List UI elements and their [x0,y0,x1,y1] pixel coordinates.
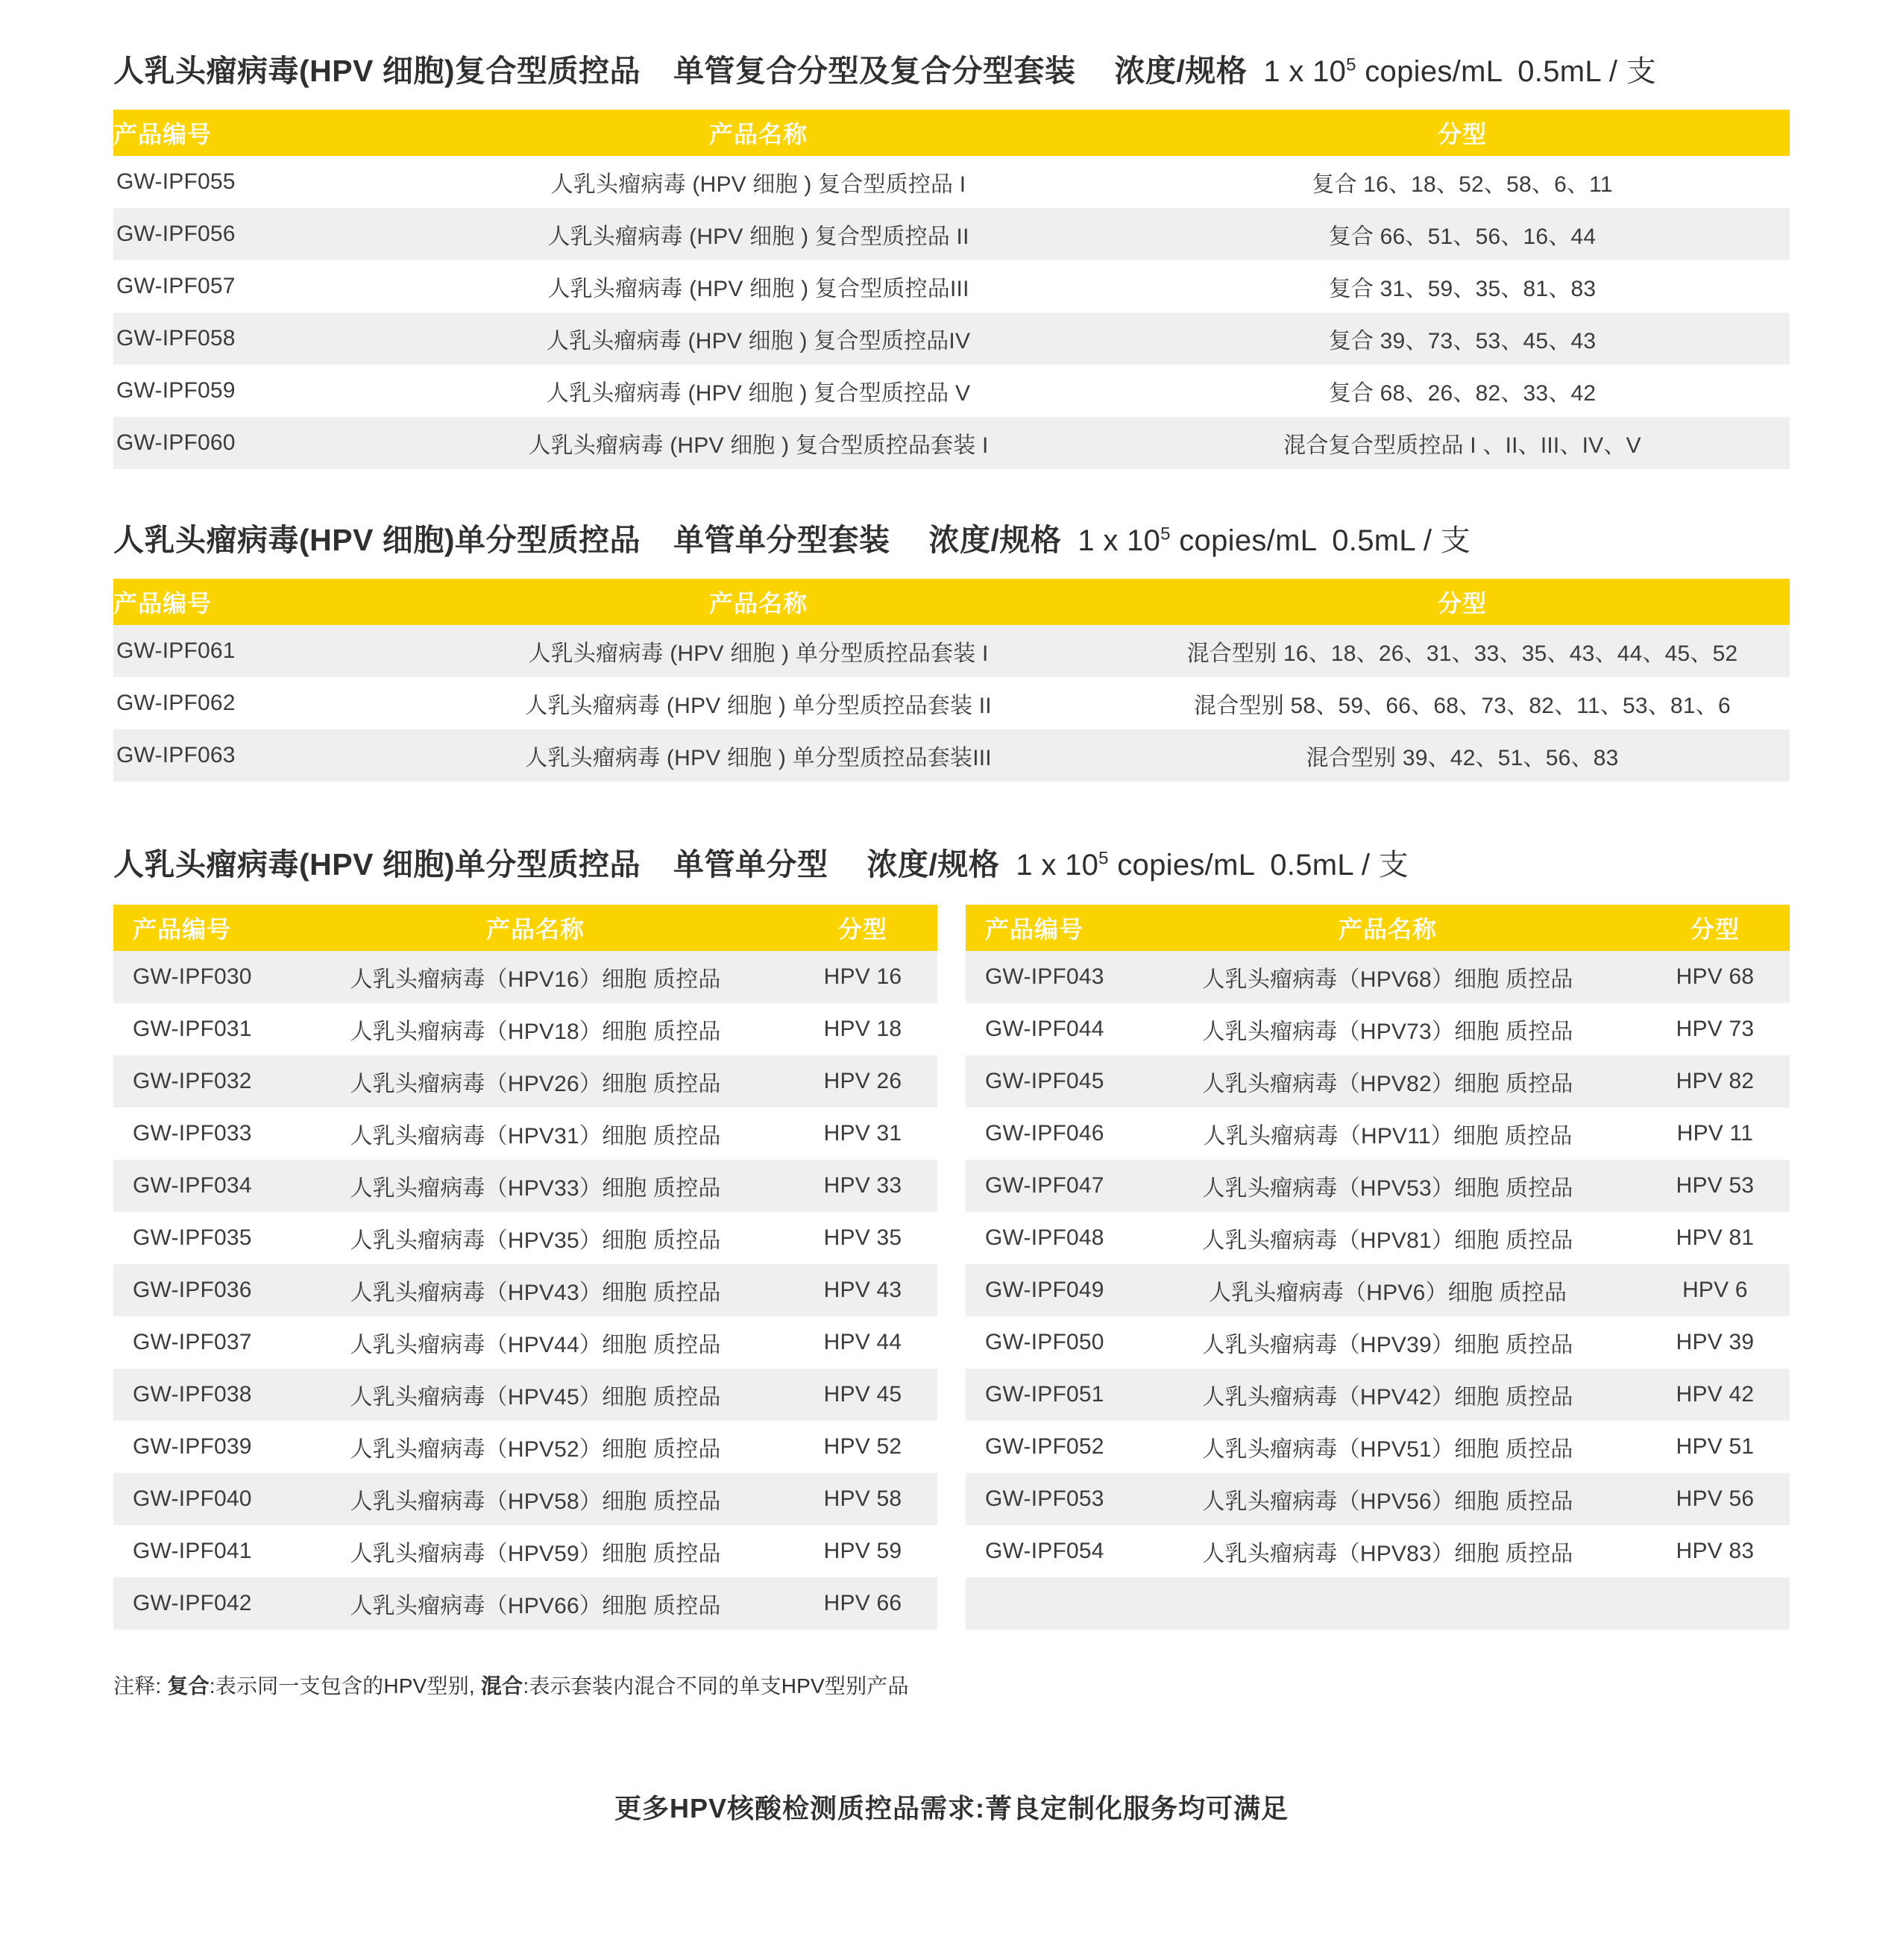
table-row [966,1525,1790,1577]
table-row [966,1003,1790,1055]
cell-code: GW-IPF034 [113,1160,283,1212]
table-row [966,1212,1790,1264]
cell-name: 人乳头瘤病毒（HPV35）细胞 质控品 [283,1212,788,1264]
section-heading [113,840,1790,884]
cell-name: 人乳头瘤病毒 (HPV 细胞 ) 单分型质控品套装 II [382,677,1135,729]
cell-type: HPV 11 [1641,1108,1790,1160]
section-subtitle: 单管复合分型及复合分型套装 [673,54,1076,88]
table-row [113,729,1790,782]
table-row [966,1316,1790,1369]
table-row [113,1108,937,1160]
cell-code: GW-IPF037 [113,1316,283,1369]
cell-code: GW-IPF039 [113,1421,283,1473]
cell-name: 人乳头瘤病毒（HPV31）细胞 质控品 [283,1108,788,1160]
cell-name: 人乳头瘤病毒 (HPV 细胞 ) 复合型质控品 II [382,208,1135,260]
cell-name: 人乳头瘤病毒 (HPV 细胞 ) 单分型质控品套装III [382,729,1135,782]
table-row [966,1369,1790,1421]
cell-code [966,1577,1135,1630]
cell-name: 人乳头瘤病毒（HPV52）细胞 质控品 [283,1421,788,1473]
table-row [113,1316,937,1369]
spec-label: 浓度/规格 [1114,54,1248,88]
cell-name: 人乳头瘤病毒（HPV83）细胞 质控品 [1135,1525,1641,1577]
cell-type: HPV 45 [788,1369,937,1421]
cell-name: 人乳头瘤病毒（HPV53）细胞 质控品 [1135,1160,1641,1212]
cell-name: 人乳头瘤病毒（HPV26）细胞 质控品 [283,1055,788,1108]
cell-code: GW-IPF052 [966,1421,1135,1473]
table-row [113,1525,937,1577]
cell-name [1135,1577,1641,1630]
cell-code: GW-IPF050 [966,1316,1135,1369]
cell-code: GW-IPF060 [113,417,382,469]
spec-label: 浓度/规格 [928,523,1062,557]
cell-type: 复合 16、18、52、58、6、11 [1135,156,1790,208]
table-row [113,260,1790,312]
cell-code: GW-IPF041 [113,1525,283,1577]
cell-type: 混合复合型质控品 I 、II、III、IV、V [1135,417,1790,469]
cell-code: GW-IPF036 [113,1264,283,1316]
cell-type: HPV 44 [788,1316,937,1369]
cell-type: HPV 53 [1641,1160,1790,1212]
cell-code: GW-IPF063 [113,729,382,782]
table-row [966,1160,1790,1212]
split-tables-container [113,905,1790,1630]
section-heading [113,46,1790,90]
cell-code: GW-IPF031 [113,1003,283,1055]
cell-type: HPV 33 [788,1160,937,1212]
table-row [113,677,1790,729]
cell-type: 混合型别 16、18、26、31、33、35、43、44、45、52 [1135,625,1790,677]
column-header-type: 分型 [1135,110,1790,156]
section-subtitle: 单管单分型 [673,847,828,882]
cell-name: 人乳头瘤病毒 (HPV 细胞 ) 单分型质控品套装 I [382,625,1135,677]
cell-code: GW-IPF044 [966,1003,1135,1055]
table-row [113,208,1790,260]
cell-name: 人乳头瘤病毒 (HPV 细胞 ) 复合型质控品IV [382,312,1135,365]
cell-type: HPV 39 [1641,1316,1790,1369]
column-header-type: 分型 [1641,905,1790,951]
cell-type: HPV 66 [788,1577,937,1630]
table-header-row [966,905,1790,951]
cell-name: 人乳头瘤病毒（HPV39）细胞 质控品 [1135,1316,1641,1369]
right-table-wrapper [966,905,1790,1630]
cell-name: 人乳头瘤病毒（HPV18）细胞 质控品 [283,1003,788,1055]
cell-code: GW-IPF051 [966,1369,1135,1421]
section-subtitle: 单管单分型套装 [673,523,890,557]
cell-type: 复合 31、59、35、81、83 [1135,260,1790,312]
table-row [966,1264,1790,1316]
cell-type: HPV 6 [1641,1264,1790,1316]
cell-type: HPV 31 [788,1108,937,1160]
cell-code: GW-IPF058 [113,312,382,365]
cell-name: 人乳头瘤病毒（HPV11）细胞 质控品 [1135,1108,1641,1160]
cell-code: GW-IPF043 [966,951,1135,1003]
section-title: 人乳头瘤病毒(HPV 细胞)单分型质控品 [113,847,641,882]
section-title: 人乳头瘤病毒(HPV 细胞)复合型质控品 [113,54,641,88]
cell-name: 人乳头瘤病毒 (HPV 细胞 ) 复合型质控品套装 I [382,417,1135,469]
cell-name: 人乳头瘤病毒（HPV73）细胞 质控品 [1135,1003,1641,1055]
column-header-code: 产品编号 [966,905,1135,951]
table-row [113,1473,937,1525]
table-row [966,1055,1790,1108]
cell-type: HPV 58 [788,1473,937,1525]
table-row [113,1003,937,1055]
cell-code: GW-IPF035 [113,1212,283,1264]
cell-name: 人乳头瘤病毒 (HPV 细胞 ) 复合型质控品 V [382,365,1135,417]
section-composite-controls [113,0,1790,469]
cell-code: GW-IPF046 [966,1108,1135,1160]
cell-code: GW-IPF040 [113,1473,283,1525]
cell-type: HPV 59 [788,1525,937,1577]
cell-code: GW-IPF055 [113,156,382,208]
cell-name: 人乳头瘤病毒（HPV58）细胞 质控品 [283,1473,788,1525]
cell-type: 复合 68、26、82、33、42 [1135,365,1790,417]
column-header-type: 分型 [1135,579,1790,625]
cell-name: 人乳头瘤病毒（HPV82）细胞 质控品 [1135,1055,1641,1108]
cell-type: HPV 81 [1641,1212,1790,1264]
tagline: 更多HPV核酸检测质控品需求:菁良定制化服务均可满足 [614,1793,1289,1824]
column-header-code: 产品编号 [113,579,382,625]
cell-type: HPV 26 [788,1055,937,1108]
cell-name: 人乳头瘤病毒（HPV16）细胞 质控品 [283,951,788,1003]
cell-name: 人乳头瘤病毒（HPV68）细胞 质控品 [1135,951,1641,1003]
column-header-name: 产品名称 [283,905,788,951]
cell-type: 混合型别 58、59、66、68、73、82、11、53、81、6 [1135,677,1790,729]
cell-code: GW-IPF047 [966,1160,1135,1212]
table-row [113,1369,937,1421]
table-row [113,1264,937,1316]
table-row [113,1421,937,1473]
cell-code: GW-IPF042 [113,1577,283,1630]
composite-controls-table [113,110,1790,469]
footnote [113,1670,1790,1700]
cell-code: GW-IPF049 [966,1264,1135,1316]
footnote-desc-composite: :表示同一支包含的HPV型别, [209,1674,475,1697]
table-row [113,417,1790,469]
table-row [113,1577,937,1630]
cell-name: 人乳头瘤病毒（HPV43）细胞 质控品 [283,1264,788,1316]
spec-value: 1 x $10^5$ copies/mL 0.5mL / 支 [1078,524,1470,557]
column-header-name: 产品名称 [382,579,1135,625]
cell-name: 人乳头瘤病毒（HPV33）细胞 质控品 [283,1160,788,1212]
table-row [966,1108,1790,1160]
cell-code: GW-IPF062 [113,677,382,729]
table-row [113,312,1790,365]
cell-name: 人乳头瘤病毒（HPV6）细胞 质控品 [1135,1264,1641,1316]
section-heading [113,515,1790,559]
column-header-code: 产品编号 [113,110,382,156]
cell-name: 人乳头瘤病毒（HPV44）细胞 质控品 [283,1316,788,1369]
column-header-name: 产品名称 [382,110,1135,156]
cell-type: HPV 73 [1641,1003,1790,1055]
cell-name: 人乳头瘤病毒（HPV81）细胞 质控品 [1135,1212,1641,1264]
cell-type: HPV 56 [1641,1473,1790,1525]
cell-type: HPV 83 [1641,1525,1790,1577]
footnote-term-composite: 复合 [167,1674,210,1697]
table-header-row [113,905,937,951]
left-table-wrapper [113,905,937,1630]
column-header-code: 产品编号 [113,905,283,951]
cell-name: 人乳头瘤病毒（HPV56）细胞 质控品 [1135,1473,1641,1525]
table-row [113,1160,937,1212]
cell-code: GW-IPF032 [113,1055,283,1108]
single-type-table-right [966,905,1790,1630]
section-single-type-kits [113,469,1790,782]
footnote-desc-mixed: :表示套装内混合不同的单支HPV型别产品 [523,1674,909,1697]
cell-type: HPV 42 [1641,1369,1790,1421]
cell-type [1641,1577,1790,1630]
table-row [966,1421,1790,1473]
cell-type: HPV 51 [1641,1421,1790,1473]
cell-name: 人乳头瘤病毒（HPV42）细胞 质控品 [1135,1369,1641,1421]
cell-name: 人乳头瘤病毒（HPV66）细胞 质控品 [283,1577,788,1630]
cell-code: GW-IPF045 [966,1055,1135,1108]
cell-code: GW-IPF054 [966,1525,1135,1577]
table-row [113,1055,937,1108]
cell-type: HPV 68 [1641,951,1790,1003]
table-row [113,365,1790,417]
table-row [966,1473,1790,1525]
table-header-row [113,110,1790,156]
cell-code: GW-IPF057 [113,260,382,312]
table-row [113,156,1790,208]
cell-code: GW-IPF033 [113,1108,283,1160]
table-row [966,951,1790,1003]
cell-type: 复合 66、51、56、16、44 [1135,208,1790,260]
column-header-name: 产品名称 [1135,905,1641,951]
table-row-empty [966,1577,1790,1630]
cell-code: GW-IPF061 [113,625,382,677]
section-title: 人乳头瘤病毒(HPV 细胞)单分型质控品 [113,523,641,557]
cell-code: GW-IPF030 [113,951,283,1003]
spec-value: 1 x $10^5$ copies/mL 0.5mL / 支 [1263,54,1656,88]
single-type-table-left [113,905,937,1630]
cell-name: 人乳头瘤病毒（HPV51）细胞 质控品 [1135,1421,1641,1473]
cell-name: 人乳头瘤病毒（HPV59）细胞 质控品 [283,1525,788,1577]
table-row [113,1212,937,1264]
cell-type: 混合型别 39、42、51、56、83 [1135,729,1790,782]
single-type-kits-table [113,579,1790,782]
cell-type: HPV 18 [788,1003,937,1055]
table-header-row [113,579,1790,625]
cell-type: HPV 16 [788,951,937,1003]
cell-type: HPV 35 [788,1212,937,1264]
cell-name: 人乳头瘤病毒（HPV45）细胞 质控品 [283,1369,788,1421]
footnote-prefix: 注释: [113,1674,162,1697]
table-row [113,951,937,1003]
cell-code: GW-IPF038 [113,1369,283,1421]
cell-name: 人乳头瘤病毒 (HPV 细胞 ) 复合型质控品III [382,260,1135,312]
cell-type: HPV 52 [788,1421,937,1473]
cell-code: GW-IPF048 [966,1212,1135,1264]
cell-name: 人乳头瘤病毒 (HPV 细胞 ) 复合型质控品 I [382,156,1135,208]
cell-code: GW-IPF059 [113,365,382,417]
cell-type: 复合 39、73、53、45、43 [1135,312,1790,365]
column-header-type: 分型 [788,905,937,951]
cell-type: HPV 82 [1641,1055,1790,1108]
cell-type: HPV 43 [788,1264,937,1316]
spec-value: 1 x $10^5$ copies/mL 0.5mL / 支 [1016,848,1409,882]
footnote-term-mixed: 混合 [480,1674,523,1697]
cell-code: GW-IPF056 [113,208,382,260]
spec-label: 浓度/规格 [866,847,1000,882]
section-single-type-tubes [113,782,1790,1630]
table-row [113,625,1790,677]
cell-code: GW-IPF053 [966,1473,1135,1525]
